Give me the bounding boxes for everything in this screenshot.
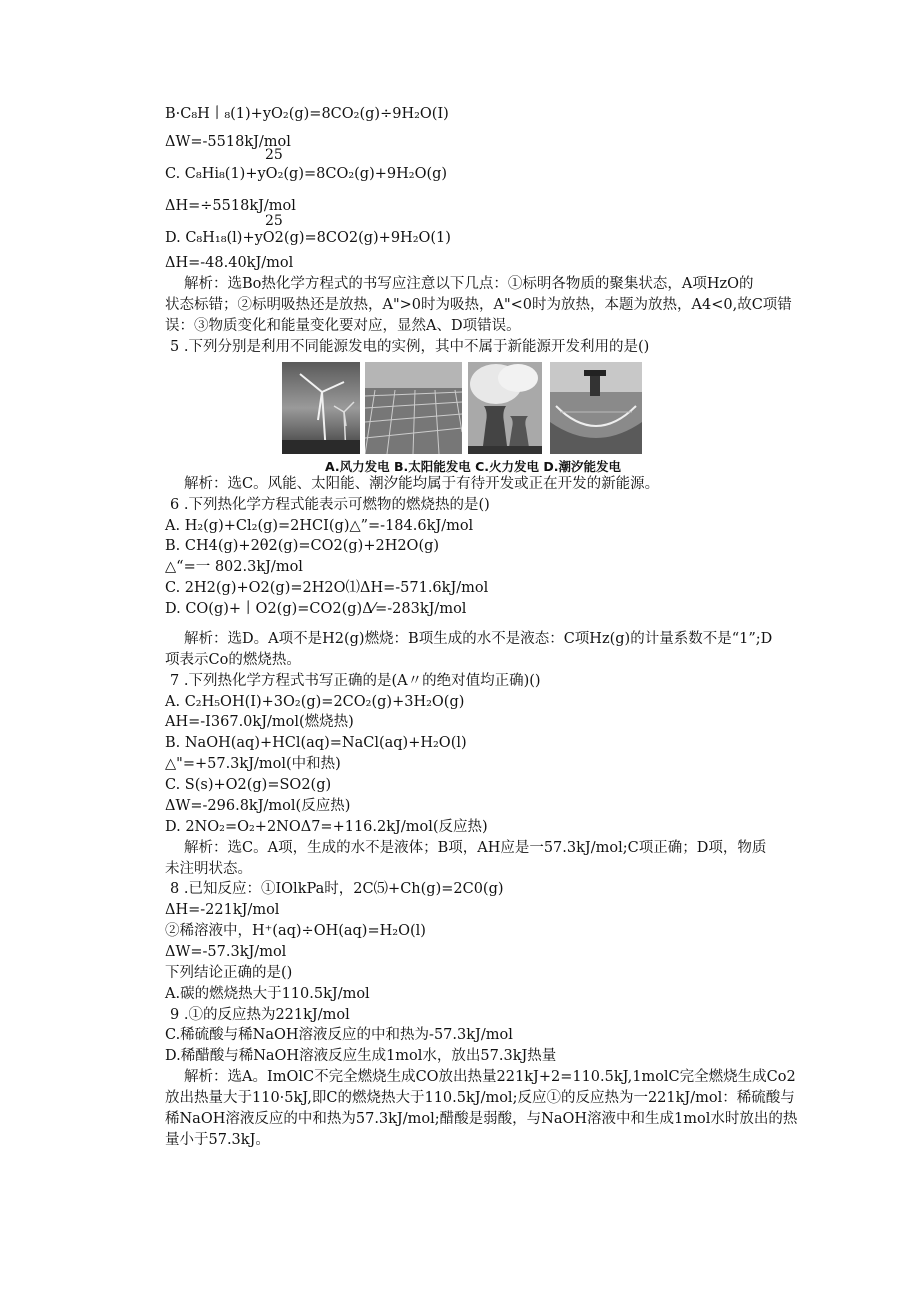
- thermal-power-photo: [468, 362, 542, 454]
- text-line: D. CO(g)+丨O2(g)=CO2(g)Δ⁄=-283kJ/mol: [165, 601, 467, 617]
- text-line: 解析：选D。A项不是H2(g)燃烧：B项生成的水不是液态：C项Hz(g)的计量系数不是“1”;D: [184, 631, 773, 647]
- text-line: B. NaOH(aq)+HCl(aq)=NaCl(aq)+H₂O(l): [165, 735, 467, 751]
- text-line: C. C₈Hi₈(1)+yO₂(g)=8CO₂(g)+9H₂O(g): [165, 166, 448, 182]
- text-line: C. S(s)+O2(g)=SO2(g): [165, 777, 332, 793]
- text-line: 解析：选Bo热化学方程式的书写应注意以下几点：①标明各物质的聚集状态，A项HzO的: [184, 276, 754, 292]
- text-line: B·C₈H丨₈(1)+yO₂(g)=8CO₂(g)÷9H₂O(I): [165, 106, 449, 122]
- text-line: 误：③物质变化和能量变化要对应，显然A、D项错误。: [165, 318, 521, 334]
- text-line: 5 .下列分别是利用不同能源发电的实例，其中不属于新能源开发利用的是(): [170, 339, 650, 355]
- fraction-numerator: 25: [265, 147, 283, 163]
- text-line: 量小于57.3kJ。: [165, 1132, 270, 1148]
- wind-power-photo: [282, 362, 360, 454]
- text-line: ΔW=-5518kJ/mol: [165, 134, 291, 150]
- tidal-power-photo: [550, 362, 642, 454]
- text-line: 7 .下列热化学方程式书写正确的是(A〃的绝对值均正确)(): [170, 673, 541, 689]
- text-line: ΔW=-296.8kJ/mol(反应热): [165, 798, 351, 814]
- text-line: ΔW=-57.3kJ/mol: [165, 944, 287, 960]
- text-line: 解析：选C。A项，生成的水不是液体；B项，AH应是一57.3kJ/mol;C项正确；D项，物质: [184, 840, 767, 856]
- text-line: D.稀醋酸与稀NaOH溶液反应生成1mol水，放出57.3kJ热量: [165, 1048, 557, 1064]
- text-line: C. 2H2(g)+O2(g)=2H2O⑴ΔH=-571.6kJ/mol: [165, 580, 489, 596]
- text-line: 9 .①的反应热为221kJ/mol: [170, 1007, 350, 1023]
- fraction-numerator: 25: [265, 213, 283, 229]
- text-line: ΔH=-48.40kJ/mol: [165, 255, 294, 271]
- text-line: A. H₂(g)+Cl₂(g)=2HCI(g)△”=-184.6kJ/mol: [165, 518, 474, 534]
- text-line: A.碳的燃烧热大于110.5kJ/mol: [165, 986, 370, 1002]
- text-line: D. C₈H₁₈(l)+yO2(g)=8CO2(g)+9H₂O(1): [165, 230, 451, 246]
- text-line: 稀NaOH溶液反应的中和热为57.3kJ/mol;醋酸是弱酸，与NaOH溶液中和生成1mol水时放出的热: [165, 1111, 798, 1127]
- text-line: 项表示Co的燃烧热。: [165, 652, 301, 668]
- text-line: AH=-I367.0kJ/mol(燃烧热): [165, 714, 354, 730]
- text-line: 6 .下列热化学方程式能表示可燃物的燃烧热的是(): [170, 497, 490, 513]
- text-line: ΔH=÷5518kJ/mol: [165, 198, 296, 214]
- text-line: D. 2NO₂=O₂+2NOΔ7=+116.2kJ/mol(反应热): [165, 819, 488, 835]
- text-line: 解析：选C。风能、太阳能、潮汐能均属于有待开发或正在开发的新能源。: [184, 476, 660, 492]
- text-line: C.稀硫酸与稀NaOH溶液反应的中和热为-57.3kJ/mol: [165, 1027, 513, 1043]
- power-generation-photos: [282, 362, 642, 454]
- text-line: △"=+57.3kJ/mol(中和热): [165, 756, 341, 772]
- text-line: ②稀溶液中，H⁺(aq)÷OH(aq)=H₂O(l): [165, 923, 426, 939]
- text-line: △“=一 802.3kJ/mol: [165, 559, 303, 575]
- text-line: B. CH4(g)+2θ2(g)=CO2(g)+2H2O(g): [165, 538, 440, 554]
- text-line: 下列结论正确的是(): [165, 965, 293, 981]
- text-line: 放出热量大于110·5kJ,即C的燃烧热大于110.5kJ/mol;反应①的反应热为一221kJ/mol：稀硫酸与: [165, 1090, 795, 1106]
- text-line: 未注明状态。: [165, 861, 252, 877]
- text-line: ΔH=-221kJ/mol: [165, 902, 280, 918]
- text-line: 解析：选A。ImOlC不完全燃烧生成CO放出热量221kJ+2=110.5kJ,1molC完全燃烧生成Co2: [184, 1069, 796, 1085]
- solar-power-photo: [365, 362, 462, 454]
- photo-caption: A.风力发电 B.太阳能发电 C.火力发电 D.潮汐能发电: [325, 459, 622, 474]
- text-line: 8 .已知反应：①IOlkPa时，2C⑸+Ch(g)=2C0(g): [170, 881, 504, 897]
- text-line: 状态标错；②标明吸热还是放热，A">0时为吸热，A"<0时为放热，本题为放热，A4<0,故C项错: [165, 297, 792, 313]
- text-line: A. C₂H₅OH(I)+3O₂(g)=2CO₂(g)+3H₂O(g): [165, 694, 465, 710]
